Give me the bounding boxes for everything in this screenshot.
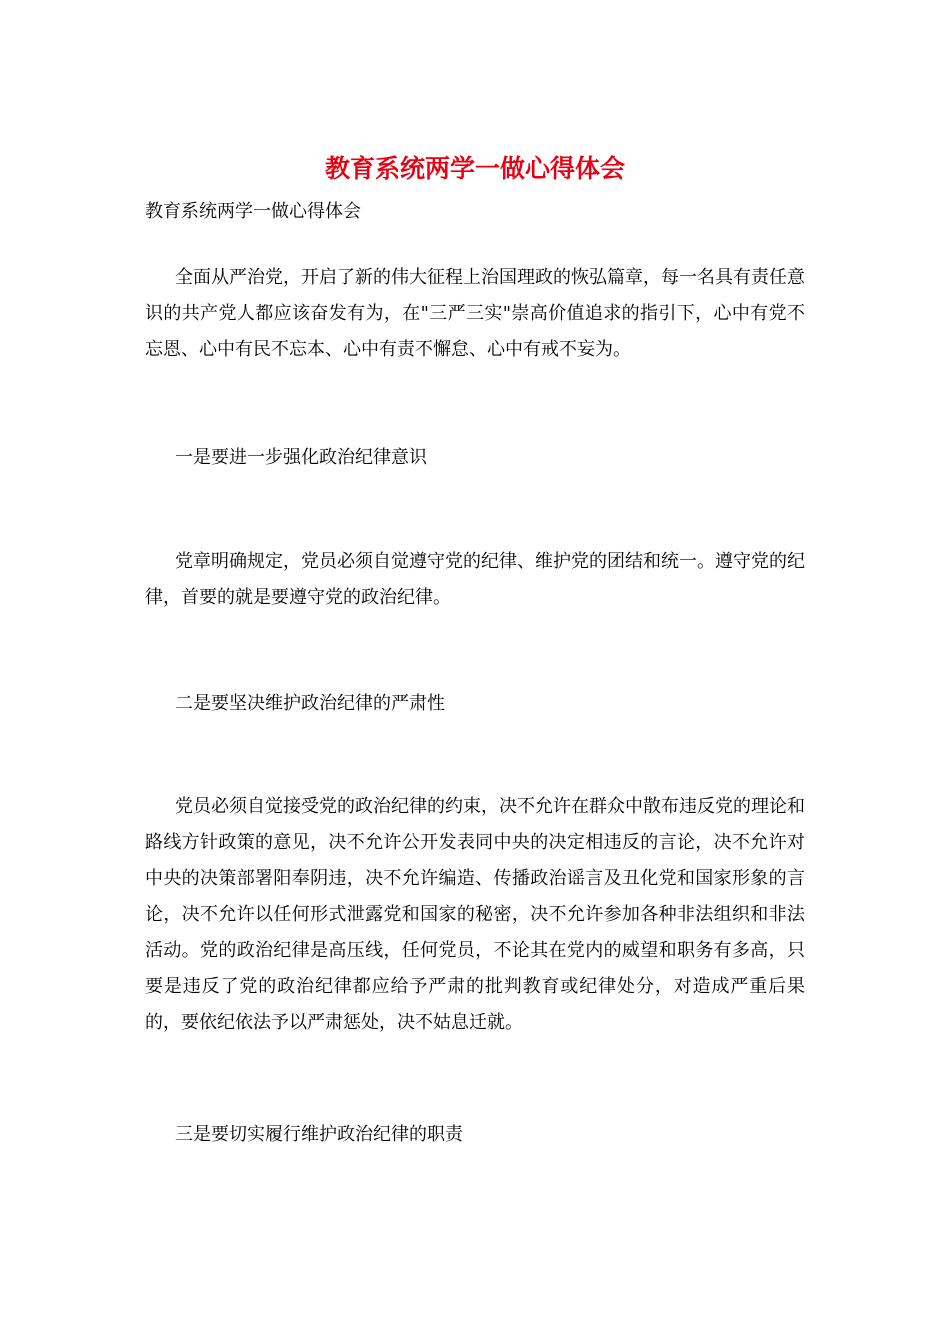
document-subtitle: 教育系统两学一做心得体会: [145, 201, 361, 222]
section-heading-1: 一是要进一步强化政治纪律意识: [175, 447, 427, 468]
document-title: 教育系统两学一做心得体会: [324, 154, 625, 183]
section-paragraph-1: 党章明确规定，党员必须自觉遵守党的纪律、维护党的团结和统一。遵守党的纪律，首要的就是要遵守党的政治纪律。: [145, 551, 805, 608]
intro-paragraph: 全面从严治党，开启了新的伟大征程上治国理政的恢弘篇章，每一名具有责任意识的共产党人都应该奋发有为，在"三严三实"崇高价值追求的指引下，心中有党不忘恩、心中有民不忘本、心中有责不懈怠、心中有戒不妄为。: [145, 267, 805, 360]
section-heading-3: 三是要切实履行维护政治纪律的职责: [175, 1124, 463, 1145]
section-paragraph-2: 党员必须自觉接受党的政治纪律的约束，决不允许在群众中散布违反党的理论和路线方针政策的意见，决不允许公开发表同中央的决定相违反的言论，决不允许对中央的决策部署阳奉阴违，决不允许编造、传播政治谣言及丑化党和国家形象的言论，决不允许以任何形式泄露党和国家的秘密，决不允许参加各种非法组织和非法活动。党的政治纪律是高压线，任何党员，不论其在党内的威望和职务有多高，只要是违反了党的政治纪律都应给予严肃的批判教育或纪律处分，对造成严重后果的，要依纪依法予以严肃惩处，决不姑息迁就。: [145, 796, 805, 1033]
section-heading-2: 二是要坚决维护政治纪律的严肃性: [175, 693, 445, 714]
